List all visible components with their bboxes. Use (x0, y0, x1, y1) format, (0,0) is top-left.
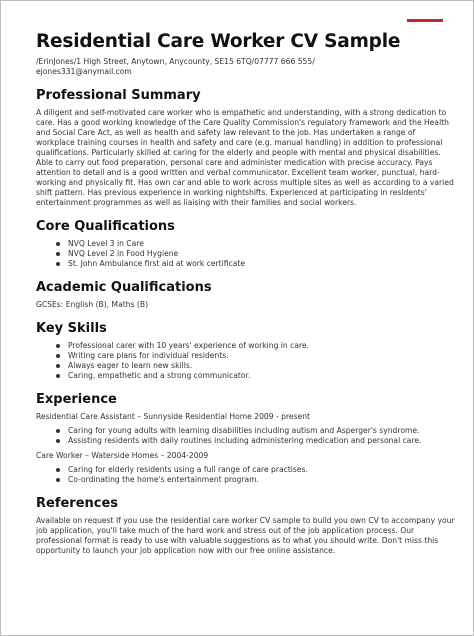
heading-references: References (36, 496, 119, 511)
academic-text: GCSEs: English (B), Maths (B) (36, 300, 149, 309)
list-item: Caring for elderly residents using a full range of care practises. (68, 465, 456, 475)
list-item: Assisting residents with daily routines including administering medication and personal care. (68, 436, 456, 446)
list-item: Caring, empathetic and a strong communicator. (68, 371, 456, 381)
heading-key-skills: Key Skills (36, 321, 107, 336)
list-item: Caring for young adults with learning disabilities including autism and Asperger's syndrome. (68, 426, 456, 436)
heading-experience: Experience (36, 392, 117, 407)
job-entry (36, 451, 456, 485)
list-item: Always eager to learn new skills. (68, 361, 456, 371)
list-item: NVQ Level 3 in Care (68, 239, 456, 249)
heading-professional-summary: Professional Summary (36, 88, 201, 103)
contact-details (36, 57, 456, 77)
list-item: Professional carer with 10 years' experience of working in care. (68, 341, 456, 351)
job-entry (36, 412, 456, 446)
list-item: NVQ Level 2 in Food Hygiene (68, 249, 456, 259)
summary-text: A diligent and self-motivated care worker who is empathetic and understanding, with a strong dedication to care. Has a good working knowledge of the Care Quality Commission's regulatory framework and the Health and Social Care Act, as well as health and safety law relevant to the job. Has undertaken a range of workplace training courses in health and safety and care (e.g. manual handling) in addition to professional qualifications. Particularly skilled at caring for the elderly and people with mental and physical disabilities. Able to carry out food preparation, personal care and administer medication with precise accuracy. Pays attention to detail and is a good written and verbal communicator. Excellent team worker, punctual, hard-working and physically fit. Has own car and able to work across multiple sites as well as according to a varied shift pattern. Has previous experience in working nightshifts. Experienced at participating in residents' entertainment programmes as well as liaising with their families and social workers. (36, 108, 454, 207)
heading-academic-qualifications: Academic Qualifications (36, 280, 212, 295)
list-item: St. John Ambulance first aid at work certificate (68, 259, 456, 269)
page-title: Residential Care Worker CV Sample (36, 31, 401, 52)
contact-line-email: ejones331@anymail.com (36, 67, 132, 76)
job-title: Residential Care Assistant – Sunnyside Residential Home 2009 - present (36, 412, 311, 421)
accent-bar (407, 19, 443, 22)
core-qualifications-list (36, 239, 456, 269)
references-text: Available on request If you use the residential care worker CV sample to build you own CV to accompany your job application, you'll take much of the hard work and stress out of the job application process. Our professional format is ready to use with valuable suggestions as to what you should write. Don't miss this opportunity to launch your job application now with our free online assistance. (36, 516, 455, 555)
contact-line-address: /ErinJones/1 High Street, Anytown, Anycounty, SE15 6TQ/07777 666 555/ (36, 57, 315, 66)
job-title: Care Worker – Waterside Homes – 2004-2009 (36, 451, 209, 460)
list-item: Co-ordinating the home's entertainment program. (68, 475, 456, 485)
list-item: Writing care plans for individual residents. (68, 351, 456, 361)
job-duties-list (36, 465, 456, 485)
heading-core-qualifications: Core Qualifications (36, 219, 175, 234)
key-skills-list (36, 341, 456, 381)
job-duties-list (36, 426, 456, 446)
cv-content (36, 31, 456, 556)
